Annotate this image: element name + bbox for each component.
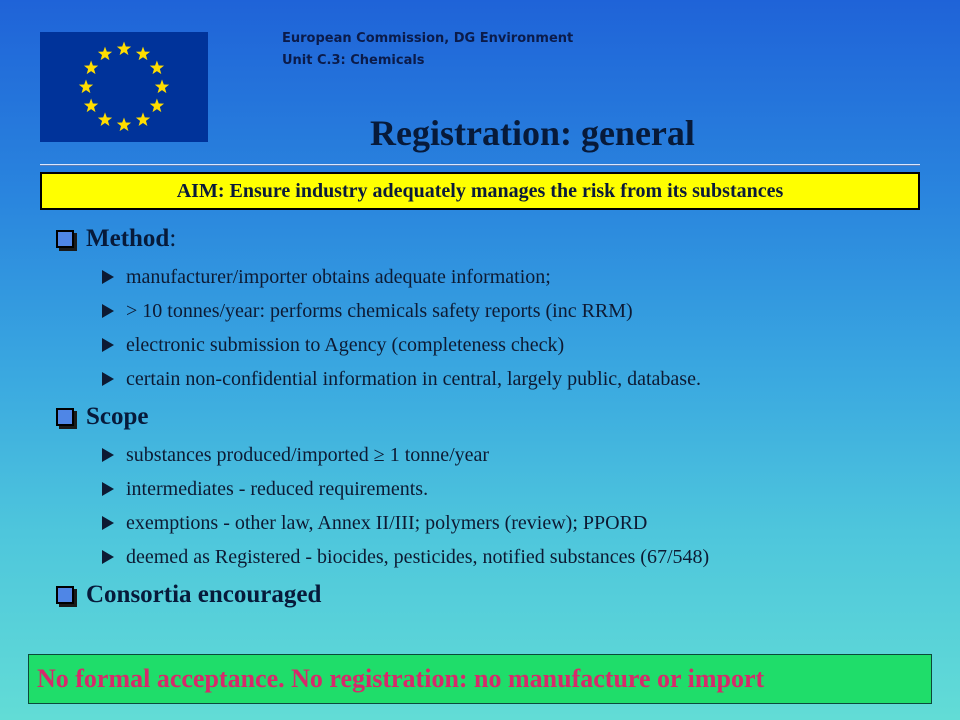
arrow-bullet-icon <box>102 448 114 462</box>
flag-star-icon <box>98 47 112 61</box>
flag-star-icon <box>98 112 112 126</box>
checkbox-bullet-icon <box>56 230 74 248</box>
section-scope <box>56 396 940 438</box>
list-item <box>56 472 940 506</box>
arrow-bullet-icon <box>102 550 114 564</box>
org-line-2: Unit C.3: Chemicals <box>282 53 425 68</box>
org-line-1: European Commission, DG Environment <box>282 31 574 46</box>
flag-star-icon <box>84 61 98 75</box>
list-item-text: > 10 tonnes/year: performs chemicals safety reports (inc RRM) <box>126 299 633 322</box>
organization-header <box>282 28 573 72</box>
list-item <box>56 506 940 540</box>
flag-star-icon <box>84 99 98 113</box>
eu-flag-stars <box>40 32 208 142</box>
section-suffix: : <box>169 225 177 252</box>
section-label: Scope <box>86 403 149 430</box>
arrow-bullet-icon <box>102 338 114 352</box>
checkbox-bullet-icon <box>56 586 74 604</box>
flag-star-icon <box>136 47 150 61</box>
arrow-bullet-icon <box>102 516 114 530</box>
list-item-text: deemed as Registered - biocides, pesticides, notified substances (67/548) <box>126 545 710 568</box>
section-label: Consortia encouraged <box>86 581 322 608</box>
flag-star-icon <box>136 112 150 126</box>
flag-star-icon <box>150 61 164 75</box>
arrow-bullet-icon <box>102 482 114 496</box>
footer-note: No formal acceptance. No registration: no manufacture or import <box>28 654 932 704</box>
section-consortia <box>56 574 940 616</box>
flag-star-icon <box>155 80 169 94</box>
list-item-text: electronic submission to Agency (completeness check) <box>126 333 565 356</box>
slide-content <box>56 218 940 616</box>
checkbox-bullet-icon <box>56 408 74 426</box>
title-divider <box>40 164 920 166</box>
flag-star-icon <box>150 99 164 113</box>
slide-title: Registration: general <box>370 113 695 153</box>
flag-star-icon <box>117 42 131 56</box>
section-method <box>56 218 940 260</box>
list-item-text: substances produced/imported ≥ 1 tonne/year <box>126 443 490 466</box>
flag-star-icon <box>117 118 131 132</box>
eu-flag-icon <box>40 32 208 142</box>
list-item <box>56 260 940 294</box>
arrow-bullet-icon <box>102 372 114 386</box>
list-item <box>56 362 940 396</box>
aim-banner: AIM: Ensure industry adequately manages the risk from its substances <box>40 172 920 210</box>
list-item <box>56 438 940 472</box>
list-item-text: intermediates - reduced requirements. <box>126 477 429 500</box>
list-item <box>56 540 940 574</box>
arrow-bullet-icon <box>102 270 114 284</box>
flag-star-icon <box>79 80 93 94</box>
list-item-text: certain non-confidential information in central, largely public, database. <box>126 367 701 390</box>
list-item-text: exemptions - other law, Annex II/III; polymers (review); PPORD <box>126 511 648 534</box>
list-item <box>56 294 940 328</box>
list-item <box>56 328 940 362</box>
section-label: Method <box>86 225 170 252</box>
arrow-bullet-icon <box>102 304 114 318</box>
list-item-text: manufacturer/importer obtains adequate information; <box>126 265 551 288</box>
